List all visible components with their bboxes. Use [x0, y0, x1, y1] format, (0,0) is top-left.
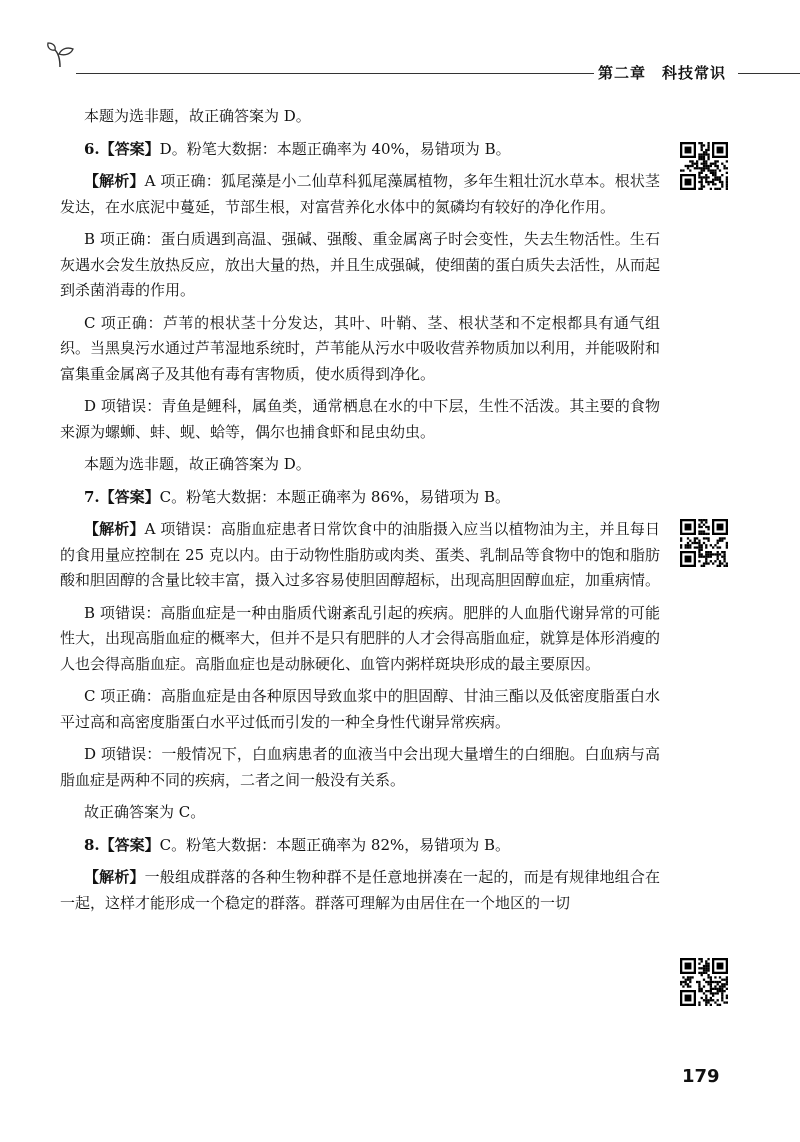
answer-line: 6.【答案】D。粉笔大数据：本题正确率为 40%，易错项为 B。: [84, 139, 511, 158]
qr-code[interactable]: [680, 519, 728, 567]
qr-code[interactable]: [680, 958, 728, 1006]
answer-line: 7.【答案】C。粉笔大数据：本题正确率为 86%，易错项为 B。: [84, 487, 511, 506]
paragraph: 【解析】一般组成群落的各种生物种群不是任意地拼凑在一起的，而是有规律地组合在一起，这样才能形成一个稳定的群落。群落可理解为由居住在一个地区的一切: [60, 868, 660, 912]
analysis-label: 【解析】: [84, 520, 145, 538]
paragraph: D 项错误：青鱼是鲤科，属鱼类，通常栖息在水的中下层，生性不活泼。其主要的食物来源为螺蛳、蚌、蚬、蛤等，偶尔也捕食虾和昆虫幼虫。: [60, 397, 660, 441]
answer-line: 8.【答案】C。粉笔大数据：本题正确率为 82%，易错项为 B。: [84, 835, 511, 854]
paragraph: D 项错误：一般情况下，白血病患者的血液当中会出现大量增生的白细胞。白血病与高脂血症是两种不同的疾病，二者之间一般没有关系。: [60, 745, 660, 789]
paragraph: 【解析】A 项正确：狐尾藻是小二仙草科狐尾藻属植物，多年生粗壮沉水草本。根状茎发达，在水底泥中蔓延，节部生根，对富营养化水体中的氮磷均有较好的净化作用。: [60, 172, 660, 216]
paragraph: B 项正确：蛋白质遇到高温、强碱、强酸、重金属离子时会变性，失去生物活性。生石灰遇水会发生放热反应，放出大量的热，并且生成强碱，使细菌的蛋白质失去活性，从而起到杀菌消毒的作用。: [60, 230, 661, 299]
header-rule-right: [738, 73, 800, 74]
paragraph: C 项正确：芦苇的根状茎十分发达，其叶、叶鞘、茎、根状茎和不定根都具有通气组织。当黑臭污水通过芦苇湿地系统时，芦苇能从污水中吸收营养物质加以利用，并能吸附和富集重金属离子及其他有毒有害物质，使水质得到净化。: [60, 313, 661, 383]
paragraph: C 项正确：高脂血症是由各种原因导致血浆中的胆固醇、甘油三酯以及低密度脂蛋白水平过高和高密度脂蛋白水平过低而引发的一种全身性代谢异常疾病。: [60, 687, 660, 731]
paragraph: 本题为选非题，故正确答案为 D。: [84, 455, 311, 473]
analysis-label: 【解析】: [84, 868, 145, 886]
paragraph: 故正确答案为 C。: [84, 803, 206, 821]
leaf-icon: [46, 42, 76, 68]
qr-code[interactable]: [680, 142, 728, 190]
header-rule-left: [76, 73, 594, 74]
answer-label: 7.【答案】: [84, 487, 160, 506]
analysis-label: 【解析】: [84, 172, 145, 190]
paragraph: 【解析】A 项错误：高脂血症患者日常饮食中的油脂摄入应当以植物油为主，并且每日的食用量应控制在 25 克以内。由于动物性脂肪或肉类、蛋类、乳制品等食物中的饱和脂肪酸和胆固醇的含量比较丰富，摄入过多容易使胆固醇超标，出现高胆固醇血症，加重病情。: [60, 520, 661, 589]
answer-label: 6.【答案】: [84, 139, 160, 158]
page-number: 179: [682, 1066, 720, 1087]
page-body: [60, 104, 660, 923]
paragraph: B 项错误：高脂血症是一种由脂质代谢紊乱引起的疾病。肥胖的人血脂代谢异常的可能性大，出现高脂血症的概率大，但并不是只有肥胖的人才会得高脂血症，就算是体形消瘦的人也会得高脂血症。高脂血症也是动脉硬化、血管内粥样斑块形成的最主要原因。: [60, 603, 661, 673]
answer-label: 8.【答案】: [84, 835, 160, 854]
page-header: [0, 0, 800, 90]
chapter-title: 第二章 科技常识: [598, 64, 727, 82]
paragraph: 本题为选非题，故正确答案为 D。: [84, 107, 311, 125]
